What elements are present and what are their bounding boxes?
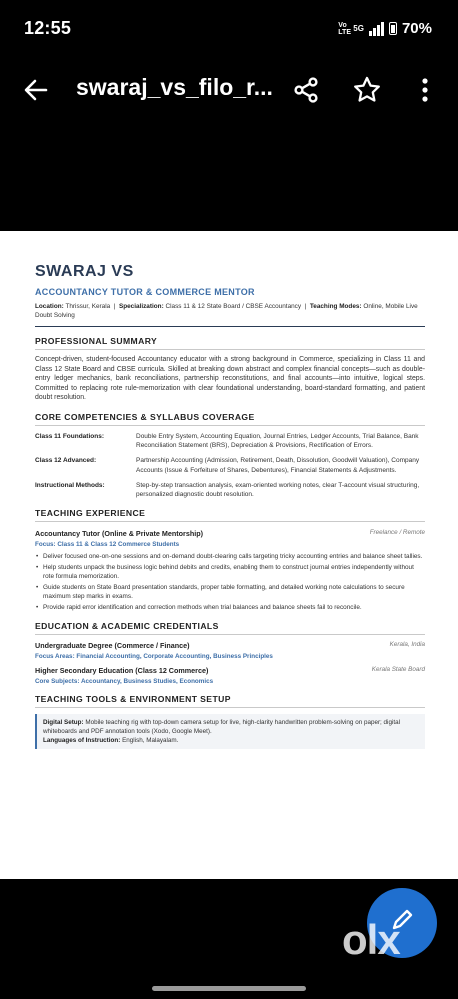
competency-row: Instructional Methods: Step-by-step transaction analysis, exam-oriented working notes, clear T-account visual structuring, personalized diagnostic doubt resolution.	[35, 481, 420, 498]
competency-row: Class 12 Advanced: Partnership Accounting (Admission, Retirement, Death, Dissolution, Goodwill Valuation), Company Accounts (Issue & Forfeiture of Shares, Debentures), Financial Statements & Adjustments.	[35, 457, 420, 474]
olx-logo: olx	[342, 916, 400, 963]
header-rule	[35, 326, 425, 327]
status-bar	[0, 0, 458, 56]
job-bullets	[35, 552, 425, 612]
resume	[35, 263, 425, 749]
volte-icon: Vo LTE	[338, 21, 351, 36]
battery-level: 70%	[401, 20, 432, 37]
olx-overlay[interactable]	[342, 886, 442, 970]
summary-text: Concept-driven, student-focused Accountancy educator with a strong background in Commerce, specializing in Class 11 and Class 12 State Board and CBSE curricula. Skilled at breaking down abstract and complex financial concepts—such as double-entry ledger mechanics, bank reconciliations, partnership reconstitutions, and final accounts—into intuitive, logical steps. Committed to replacing rote rule-memorization with clear foundational understanding, board-standard formatting, and patient doubt resolution.	[35, 356, 425, 402]
section-heading: CORE COMPETENCIES & SYLLABUS COVERAGE	[35, 412, 425, 426]
clock: 12:55	[24, 18, 72, 38]
app-toolbar	[0, 60, 458, 124]
resume-role: ACCOUNTANCY TUTOR & COMMERCE MENTOR	[35, 287, 255, 297]
status-icons	[338, 20, 432, 37]
document-page[interactable]	[0, 231, 458, 879]
resume-meta: Location: Thrissur, Kerala | Specialization: Class 11 & 12 State Board / CBSE Accountancy | Teaching Modes: Online, Mobile Live Doubt Solving	[35, 303, 418, 319]
section-heading: EDUCATION & ACADEMIC CREDENTIALS	[35, 621, 425, 635]
network-type: 5G	[353, 23, 364, 33]
share-icon[interactable]	[292, 76, 320, 104]
resume-name: SWARAJ VS	[35, 263, 134, 280]
section-heading: PROFESSIONAL SUMMARY	[35, 336, 425, 350]
signal-icon	[369, 22, 384, 36]
battery-icon	[389, 22, 397, 35]
competency-row: Class 11 Foundations: Double Entry System, Accounting Equation, Journal Entries, Ledger Accounts, Trial Balance, Bank Reconciliation Statement (BRS), Depreciation & Provisions, Rectification of Errors.	[35, 432, 419, 450]
section-heading: TEACHING TOOLS & ENVIRONMENT SETUP	[35, 694, 425, 708]
list-item: • Help students unpack the business logic behind debits and credits, enabling them to construct journal entries independently without rote formula memorization.	[43, 563, 425, 581]
back-arrow-icon[interactable]	[22, 76, 50, 104]
tools-box: Digital Setup: Mobile teaching rig with top-down camera setup for live, high-clarity handwritten problem-solving on paper; digital whiteboards and PDF annotation tools (Xodo, Google Meet). Languages of Instruction: English, Malayalam.	[35, 714, 425, 749]
home-indicator[interactable]	[152, 986, 306, 991]
file-title: swaraj_vs_filo_r...	[76, 74, 273, 100]
list-item: • Deliver focused one-on-one sessions and on-demand doubt-clearing calls targeting tricky accounting entries and balance sheet tallies.	[43, 552, 425, 561]
list-item: • Provide rapid error identification and correction methods when trial balances and balance sheets fail to reconcile.	[43, 603, 425, 612]
list-item: • Guide students on State Board presentation standards, proper table formatting, and detailed working note calculations to secure maximum step marks in exams.	[43, 583, 425, 601]
education-entry: Higher Secondary Education (Class 12 Commerce) Kerala State Board Core Subjects: Accountancy, Business Studies, Economics	[35, 666, 425, 686]
more-options-icon[interactable]	[415, 76, 435, 104]
job-header: Accountancy Tutor (Online & Private Mentorship) Freelance / Remote	[35, 529, 425, 539]
section-heading: TEACHING EXPERIENCE	[35, 508, 425, 522]
education-entry: Undergraduate Degree (Commerce / Finance) Kerala, India Focus Areas: Financial Accounting, Corporate Accounting, Business Principles	[35, 641, 425, 661]
star-icon[interactable]	[352, 75, 382, 105]
job-focus: Focus: Class 11 & Class 12 Commerce Students	[35, 541, 180, 549]
